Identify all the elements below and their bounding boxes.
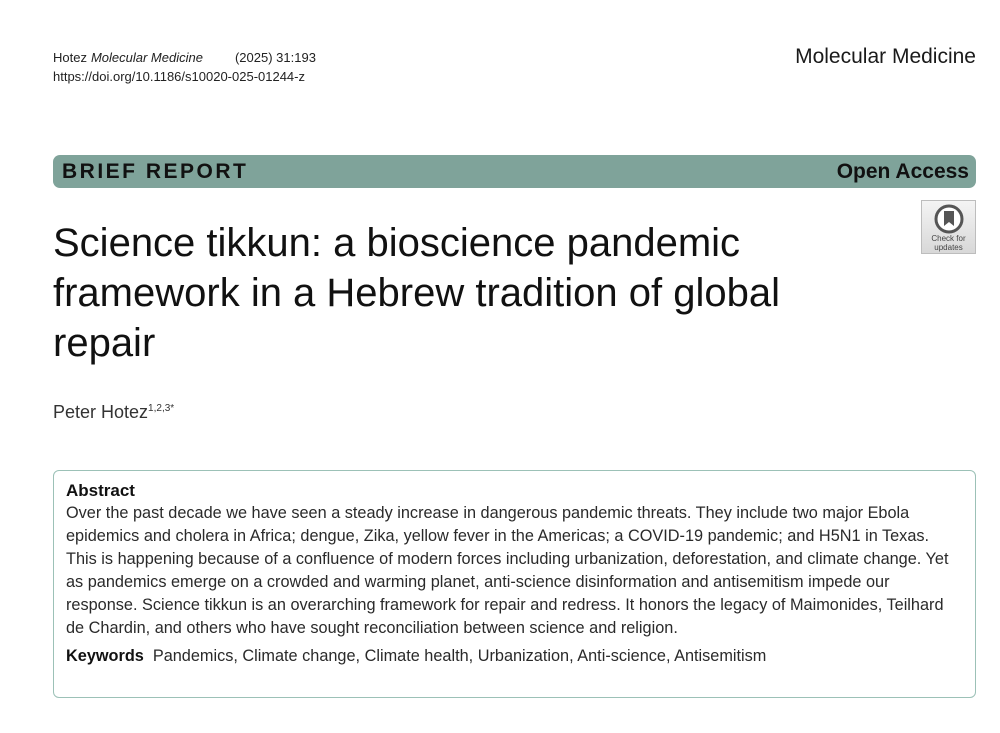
author-line [53,402,174,423]
bookmark-icon [934,204,964,234]
abstract-text: Over the past decade we have seen a steady increase in dangerous pandemic threats. They include two major Ebola epidemics and cholera in Africa; dengue, Zika, yellow fever in the Americas; a COVID-19 pandemic; and H5N1 in Texas. This is happening because of a confluence of modern forces including urbanization, deforestation, and climate change. Yet as pandemics emerge on a crowded and warming planet, anti-science disinformation and antisemitism impede our response. Science tikkun is an overarching framework for repair and redress. It honors the legacy of Maimonides, Teilhard de Chardin, and others who have sought reconciliation between science and religion. [66,504,949,637]
article-title: Science tikkun: a bioscience pandemic framework in a Hebrew tradition of global repair [53,221,781,365]
article-type-banner [53,155,976,188]
check-badge-label-1: Check for [931,234,966,243]
citation-header [53,48,316,86]
author-affiliations[interactable]: 1,2,3* [148,403,175,414]
article-type: BRIEF REPORT [62,159,249,183]
check-for-updates-button[interactable] [921,200,976,254]
keywords-label: Keywords [66,647,144,665]
journal-name: Molecular Medicine [795,45,976,68]
abstract-heading: Abstract [66,481,135,500]
keywords-list: Pandemics, Climate change, Climate health, Urbanization, Anti-science, Antisemitism [152,647,767,665]
journal-italic: Molecular Medicine [90,50,203,65]
citation-volume: (2025) 31:193 [234,50,316,65]
check-badge-label-2: updates [934,243,963,252]
citation-line [53,48,316,67]
open-access-label: Open Access [836,159,969,183]
author-name[interactable]: Peter Hotez [53,402,149,422]
keywords-line [66,645,963,668]
doi-link[interactable]: https://doi.org/10.1186/s10020-025-01244-z [53,69,305,84]
abstract-box [53,470,976,698]
author-short: Hotez [53,50,87,65]
